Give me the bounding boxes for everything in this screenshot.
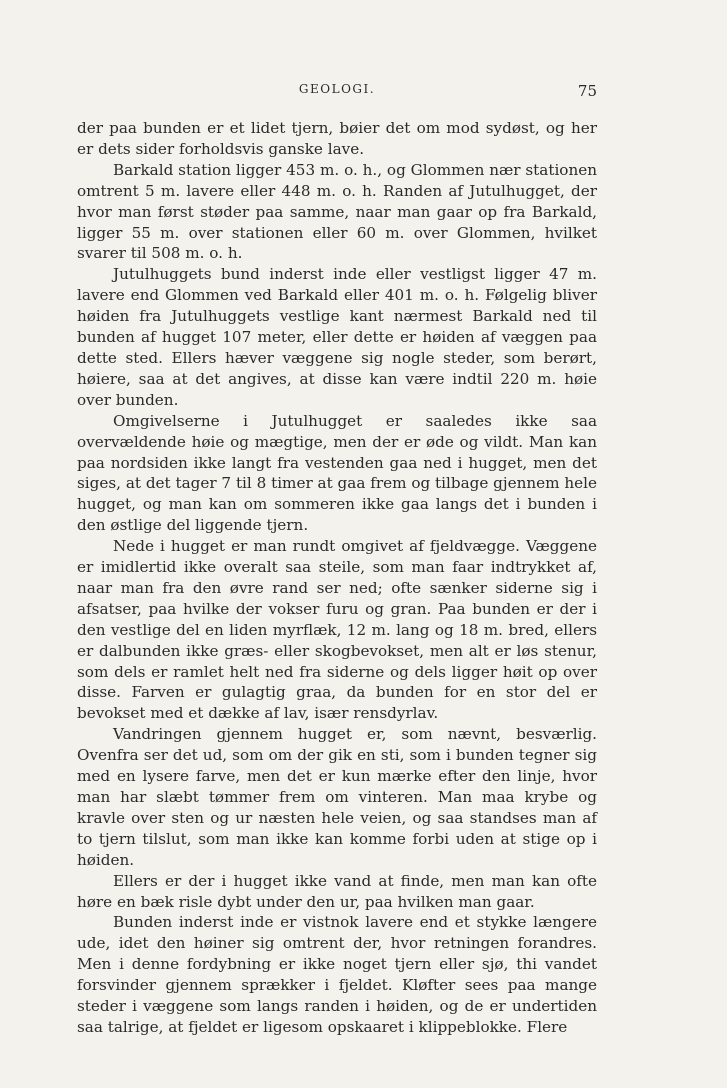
paragraph: Barkald station ligger 453 m. o. h., og Glommen nær stationen omtrent 5 m. lavere eller 448 m. o. h. Randen af Jutulhugget, der hvor man først støder paa samme, naar man gaar op fra Barkald, ligger 55 m. over stationen eller 60 m. over Glommen, hvilket svarer til 508 m. o. h. — [77, 160, 597, 263]
paragraph: Ellers er der i hugget ikke vand at finde, men man kan ofte høre en bæk risle dybt under den ur, paa hvilken man gaar. — [77, 871, 597, 911]
paragraph: Vandringen gjennem hugget er, som nævnt, besværlig. Ovenfra ser det ud, som om der gik en sti, som i bunden tegner sig med en lysere farve, men det er kun mærke efter den linje, hvor man har slæbt tømmer frem om vinteren. Man maa krybe og kravle over sten og ur næsten hele veien, og saa standses man af to tjern tilslut, som man ikke kan komme forbi uden at stige op i høiden. — [77, 725, 597, 869]
paragraph: der paa bunden er et lidet tjern, bøier det om mod sydøst, og her er dets sider forholdsvis ganske lave. — [77, 119, 597, 158]
paragraph: Jutulhuggets bund inderst inde eller vestligst ligger 47 m. lavere end Glommen ved Barkald eller 401 m. o. h. Følgelig bliver høiden fra Jutulhuggets vestlige kant nærmest Barkald ned til bunden af hugget 107 meter, eller dette er høiden af væggen paa dette sted. Ellers hæver væggene sig nogle steder, som berørt, høiere, saa at det angives, at disse kan være indtil 220 m. høie over bunden. — [77, 265, 597, 409]
paragraph: Omgivelserne i Jutulhugget er saaledes ikke saa overvældende høie og mægtige, men der er øde og vildt. Man kan paa nordsiden ikke langt fra vestenden gaa ned i hugget, men det siges, at det tager 7 til 8 timer at gaa frem og tilbage gjennem hele hugget, og man kan om sommeren ikke gaa langs det i bunden i den østlige del liggende tjern. — [77, 411, 597, 535]
page-number: 75 — [577, 82, 597, 100]
body-text — [77, 118, 597, 1038]
paragraph: Nede i hugget er man rundt omgivet af fjeldvægge. Væggene er imidlertid ikke overalt saa steile, som man faar indtrykket af, naar man fra den øvre rand ser ned; ofte sænker siderne sig i afsatser, paa hvilke der vokser furu og gran. Paa bunden er der i den vestlige del en liden myrflæk, 12 m. lang og 18 m. bred, ellers er dalbunden ikke græs- eller skogbevokset, men alt er løs stenur, som dels er ramlet helt ned fra siderne og dels ligger høit op over disse. Farven er gulagtig graa, da bunden for en stor del er bevokset med et dække af lav, især rensdyrlav. — [77, 537, 597, 723]
page-header — [77, 82, 597, 102]
paragraph: Bunden inderst inde er vistnok lavere end et stykke længere ude, idet den høiner sig omtrent der, hvor retningen forandres. Men i denne fordybning er ikke noget tjern eller sjø, thi vandet forsvinder gjennem sprækker i fjeldet. Kløfter sees paa mange steder i væggene som langs randen i høiden, og de er undertiden saa talrige, at fjeldet er ligesom opskaaret i klippeblokke. Flere — [77, 913, 597, 1036]
running-head: GEOLOGI. — [298, 82, 376, 96]
